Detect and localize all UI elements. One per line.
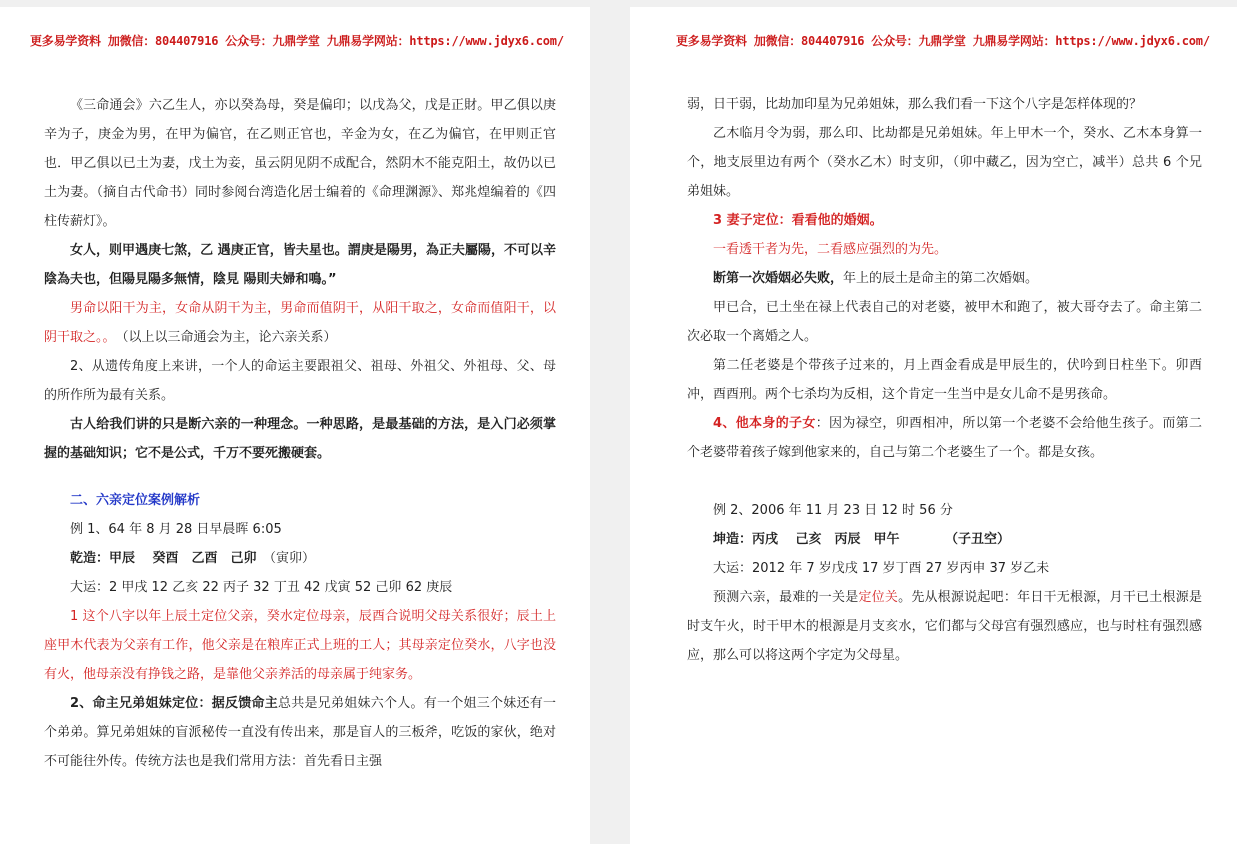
first-marriage-bold: 断第一次婚姻必失败， [713,271,844,286]
spacer [687,467,1202,496]
siblings-bold-lead: 2、命主兄弟姐妹定位：据反馈命主 [70,696,279,711]
predict-red: 定位关 [858,590,899,605]
paragraph-yimu: 乙木临月令为弱，那么印、比劫都是兄弟姐妹。年上甲木一个，癸水、乙木本身算一个，地支辰里边有两个（癸水乙木）时支卯，（卯中藏乙，因为空亡，减半）总共 6 个兄弟姐妹。 [687,126,1202,199]
paragraph-father-mother: 1 这个八字以年上辰土定位父亲，癸水定位母亲，辰酉合说明父母关系很好；辰土上座甲木代表为父亲有工作，他父亲是在粮库正式上班的工人；其母亲定位癸水，八字也没有火，他母亲没有挣钱之路，是靠他父亲养活的母亲属于纯家务。 [44,609,556,682]
paragraph-ancient-method: 古人给我们讲的只是断六亲的一种理念。一种思路，是最基础的方法，是入门必须掌握的基础知识；它不是公式，千万不要死搬硬套。 [44,417,556,461]
example1-bazi-pillars: 乾造：甲辰 癸酉 乙酉 己卯 [70,551,270,566]
example1-title: 例 1、64 年 8 月 28 日早晨晖 6:05 [70,522,282,537]
paragraph-gender-rule [44,294,556,352]
children-rest: ：因为禄空，卯酉相冲，所以第一个老婆不会给他生孩子。而第二个老婆带着孩子嫁到他家来的，自己与第二个老婆生了一个。都是女孩。 [687,416,1202,460]
page-header: 更多易学资料 加微信：804407916 公众号：九鼎学堂 九鼎易学网站：https://www.jdyx6.com/ [30,34,564,48]
example1-kongwang: （寅卯） [269,551,316,566]
wife-rule: 一看透干者为先，二看感应强烈的为先。 [713,242,948,257]
paragraph-heredity: 2、从遗传角度上来讲，一个人的命运主要跟祖父、祖母、外祖父、外祖母、父、母的所作所为最有关系。 [44,359,556,403]
spacer [44,468,556,486]
example2-bazi-pillars: 坤造：丙戌 己亥 丙辰 甲午 [713,532,900,547]
paragraph-first-marriage [687,264,1202,293]
example2-dayun: 大运：2012 年 7 岁戊戌 17 岁丁酉 27 岁丙申 37 岁乙未 [713,561,1050,576]
predict-lead: 预测六亲，最难的一关是 [713,590,859,605]
children-heading: 4、他本身的子女 [713,416,816,431]
gender-rule-red-text: 男命以阳干为主，女命从阴干为主，男命而值阴干，从阳干取之，女命而值阳干，以阴干取之。。 [44,301,556,345]
siblings-rest: 总共是兄弟姐妹六个人。有一个姐三个妹还有一个弟弟。算兄弟姐妹的盲派秘传一直没有传出来，那是盲人的三板斧，吃饭的家伙，绝对不可能往外传。传统方法也是我们常用方法：首先看日主强 [44,696,556,769]
example1-bazi [44,544,556,573]
paragraph-children [687,409,1202,467]
example2-bazi [687,525,1202,554]
gender-rule-note: （以上以三命通会为主，论六亲关系） [122,330,337,345]
paragraph-predict [687,583,1202,670]
section-title: 二、六亲定位案例解析 [70,493,201,508]
example2-title: 例 2、2006 年 11 月 23 日 12 时 56 分 [713,503,953,518]
predict-rest: 。先从根源说起吧：年日干无根源，月干已土根源是时支午火，时干甲木的根源是月支亥水，它们都与父母宫有强烈感应，也与时柱有强烈感应，那么可以将这两个字定为父母星。 [687,590,1202,663]
paragraph-women-husband: 女人，则甲遇庚七煞，乙 遇庚正官，皆夫星也。謂庚是陽男，為正夫屬陽，不可以辛陰為夫也，但陽見陽多無情，陰見 陽則夫婦和鳴。” [44,243,556,287]
paragraph-sanming: 《三命通会》六乙生人，亦以癸為母，癸是偏印；以戊為父，戊是正財。甲乙俱以庚辛为子，庚金为男，在甲为偏官，在乙则正官也，辛金为女，在乙为偏官，在甲则正官也．甲乙俱以已土为妻，戊土为妾，虽云阴见阴不成配合，然阴木不能克阳土，故仍以已土为妻。（摘自古代命书）同时参阅台湾造化居士编着的《命理渊源》、郑兆煌编着的《四柱传薪灯》。 [44,98,556,229]
paragraph-siblings [44,689,556,776]
left-page-body [44,91,556,776]
right-page [630,7,1237,844]
paragraph-jiaji: 甲已合，已土坐在禄上代表自己的对老婆，被甲木和跑了，被大哥夺去了。命主第二次必取一个离婚之人。 [687,300,1202,344]
heading-wife: 3 妻子定位：看看他的婚姻。 [713,213,883,228]
page-header: 更多易学资料 加微信：804407916 公众号：九鼎学堂 九鼎易学网站：https://www.jdyx6.com/ [676,34,1210,48]
paragraph-continued: 弱，日干弱，比劫加印星为兄弟姐妹，那么我们看一下这个八字是怎样体现的？ [687,97,1143,112]
example1-dayun: 大运：2 甲戌 12 乙亥 22 丙子 32 丁丑 42 戊寅 52 己卯 62 庚辰 [70,580,453,595]
first-marriage-rest: 年上的辰土是命主的第二次婚姻。 [843,271,1039,286]
paragraph-second-wife: 第二任老婆是个带孩子过来的，月上酉金看成是甲辰生的，伏吟到日柱坐下。卯酉冲，酉酉刑。两个七杀均为反相，这个肯定一生当中是女儿命不是男孩命。 [687,358,1202,402]
example2-kongwang: （子丑空） [951,532,1011,547]
left-page [0,7,590,844]
right-page-body [687,90,1202,670]
